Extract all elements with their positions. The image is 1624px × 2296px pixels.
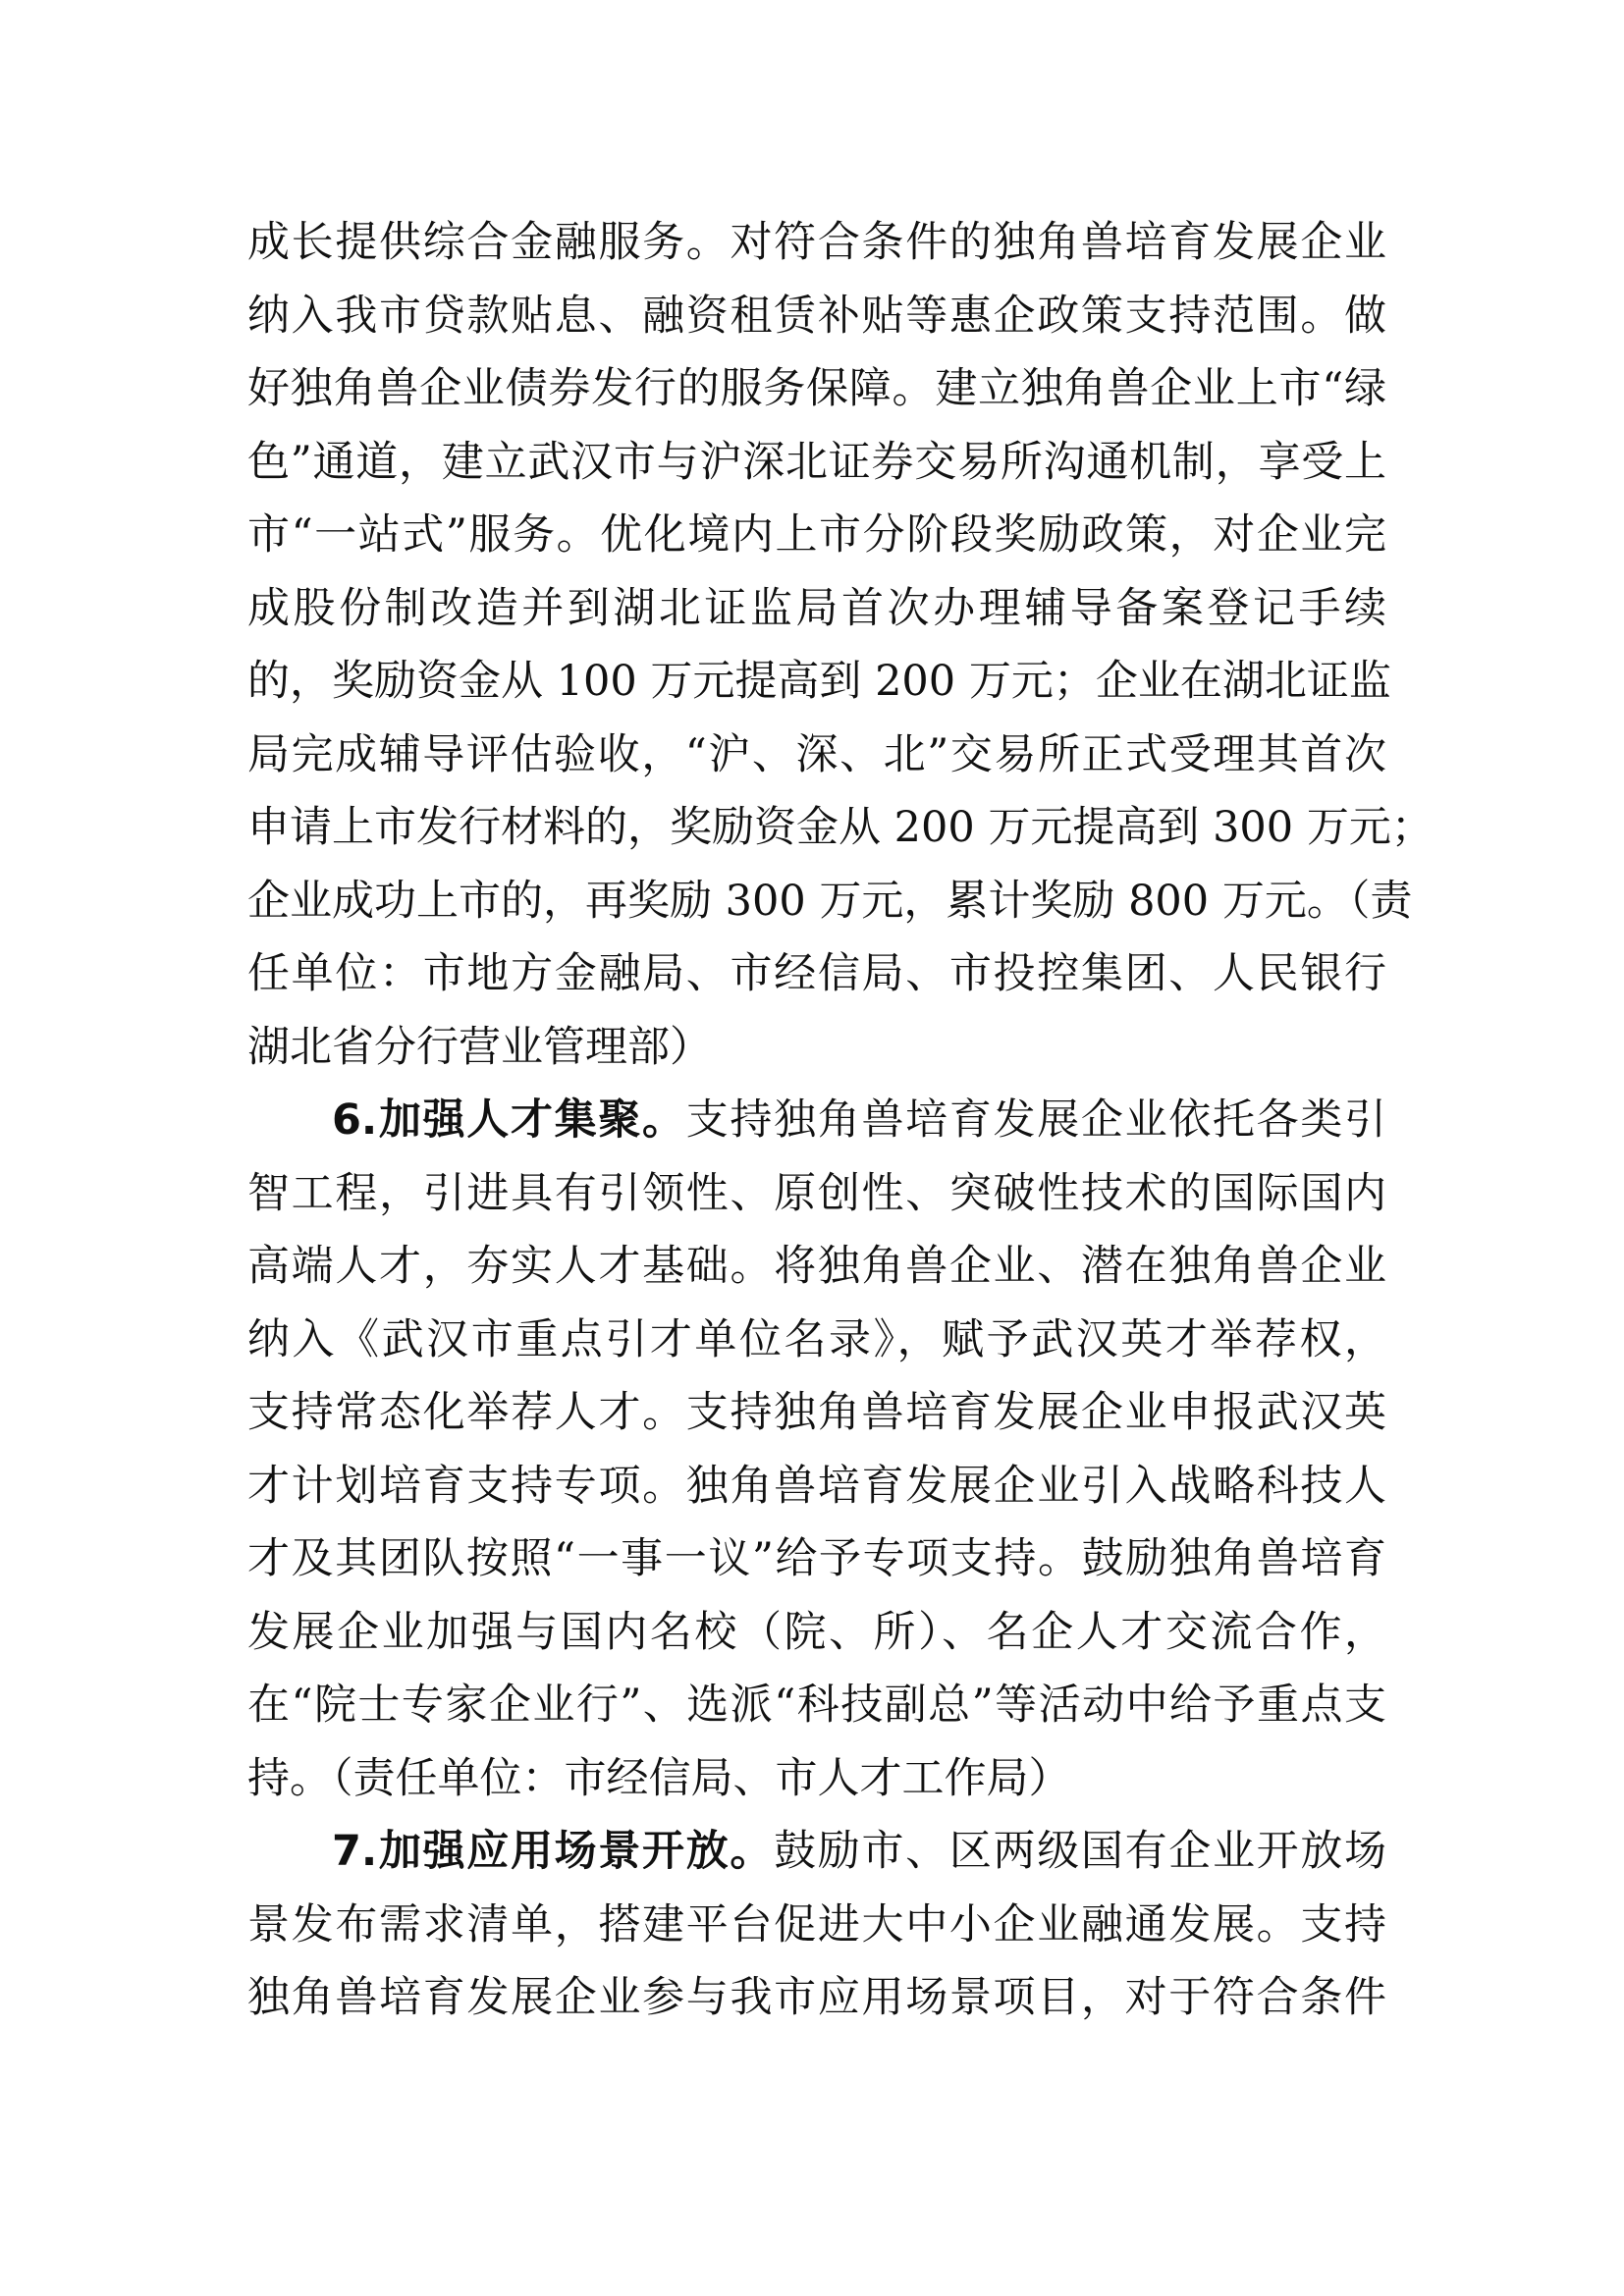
paragraph-application-scenarios [247,1815,1386,2035]
text-line: 湖北省分行营业管理部） [247,1022,712,1072]
text-line: 任单位：市地方金融局、市经信局、市投控集团、人民银行 [247,949,1386,998]
text-line: 景发布需求清单，搭建平台促进大中小企业融通发展。支持 [247,1899,1386,1949]
paragraph-talent-gathering [247,1084,1386,1815]
text-line: 市“一站式”服务。优化境内上市分阶段奖励政策，对企业完 [247,510,1386,560]
document-body [247,206,1434,2035]
text-line: 才及其团队按照“一事一议”给予专项支持。鼓励独角兽培育 [247,1534,1386,1583]
paragraph-financial-services [247,206,1434,1084]
text-line: 支持常态化举荐人才。支持独角兽培育发展企业申报武汉英 [247,1388,1386,1437]
text-line: 智工程，引进具有引领性、原创性、突破性技术的国际国内 [247,1168,1386,1218]
text-line: 纳入我市贷款贴息、融资租赁补贴等惠企政策支持范围。做 [247,291,1386,341]
paragraph-first-line [247,1815,1386,1889]
text-line: 在“院士专家企业行”、选派“科技副总”等活动中给予重点支 [247,1681,1386,1730]
text-line: 高端人才，夯实人才基础。将独角兽企业、潜在独角兽企业 [247,1242,1386,1291]
section-heading: 7.加强应用场景开放。 [332,1827,775,1876]
text-line: 好独角兽企业债券发行的服务保障。建立独角兽企业上市“绿 [247,364,1386,413]
text-line: 申请上市发行材料的，奖励资金从 200 万元提高到 300 万元； [247,803,1434,852]
paragraph-first-line [247,1084,1386,1157]
text-line: 发展企业加强与国内名校（院、所）、名企人才交流合作， [247,1607,1386,1657]
text-run: 支持独角兽培育发展企业依托各类引 [685,1095,1386,1145]
text-line: 局完成辅导评估验收，“沪、深、北”交易所正式受理其首次 [247,729,1386,779]
text-line: 纳入《武汉市重点引才单位名录》，赋予武汉英才举荐权， [247,1314,1386,1364]
text-line: 才计划培育支持专项。独角兽培育发展企业引入战略科技人 [247,1461,1386,1511]
text-line: 成长提供综合金融服务。对符合条件的独角兽培育发展企业 [247,218,1386,267]
text-line: 的，奖励资金从 100 万元提高到 200 万元；企业在湖北证监 [247,657,1391,706]
section-heading: 6.加强人才集聚。 [332,1095,686,1145]
text-line: 持。（责任单位：市经信局、市人才工作局） [247,1753,1071,1803]
text-line: 企业成功上市的，再奖励 300 万元，累计奖励 800 万元。（责 [247,876,1413,926]
text-line: 色”通道，建立武汉市与沪深北证券交易所沟通机制，享受上 [247,437,1386,487]
text-run: 鼓励市、区两级国有企业开放场 [774,1827,1387,1876]
text-line: 独角兽培育发展企业参与我市应用场景项目，对于符合条件 [247,1973,1386,2022]
text-line: 成股份制改造并到湖北证监局首次办理辅导备案登记手续 [247,583,1386,633]
